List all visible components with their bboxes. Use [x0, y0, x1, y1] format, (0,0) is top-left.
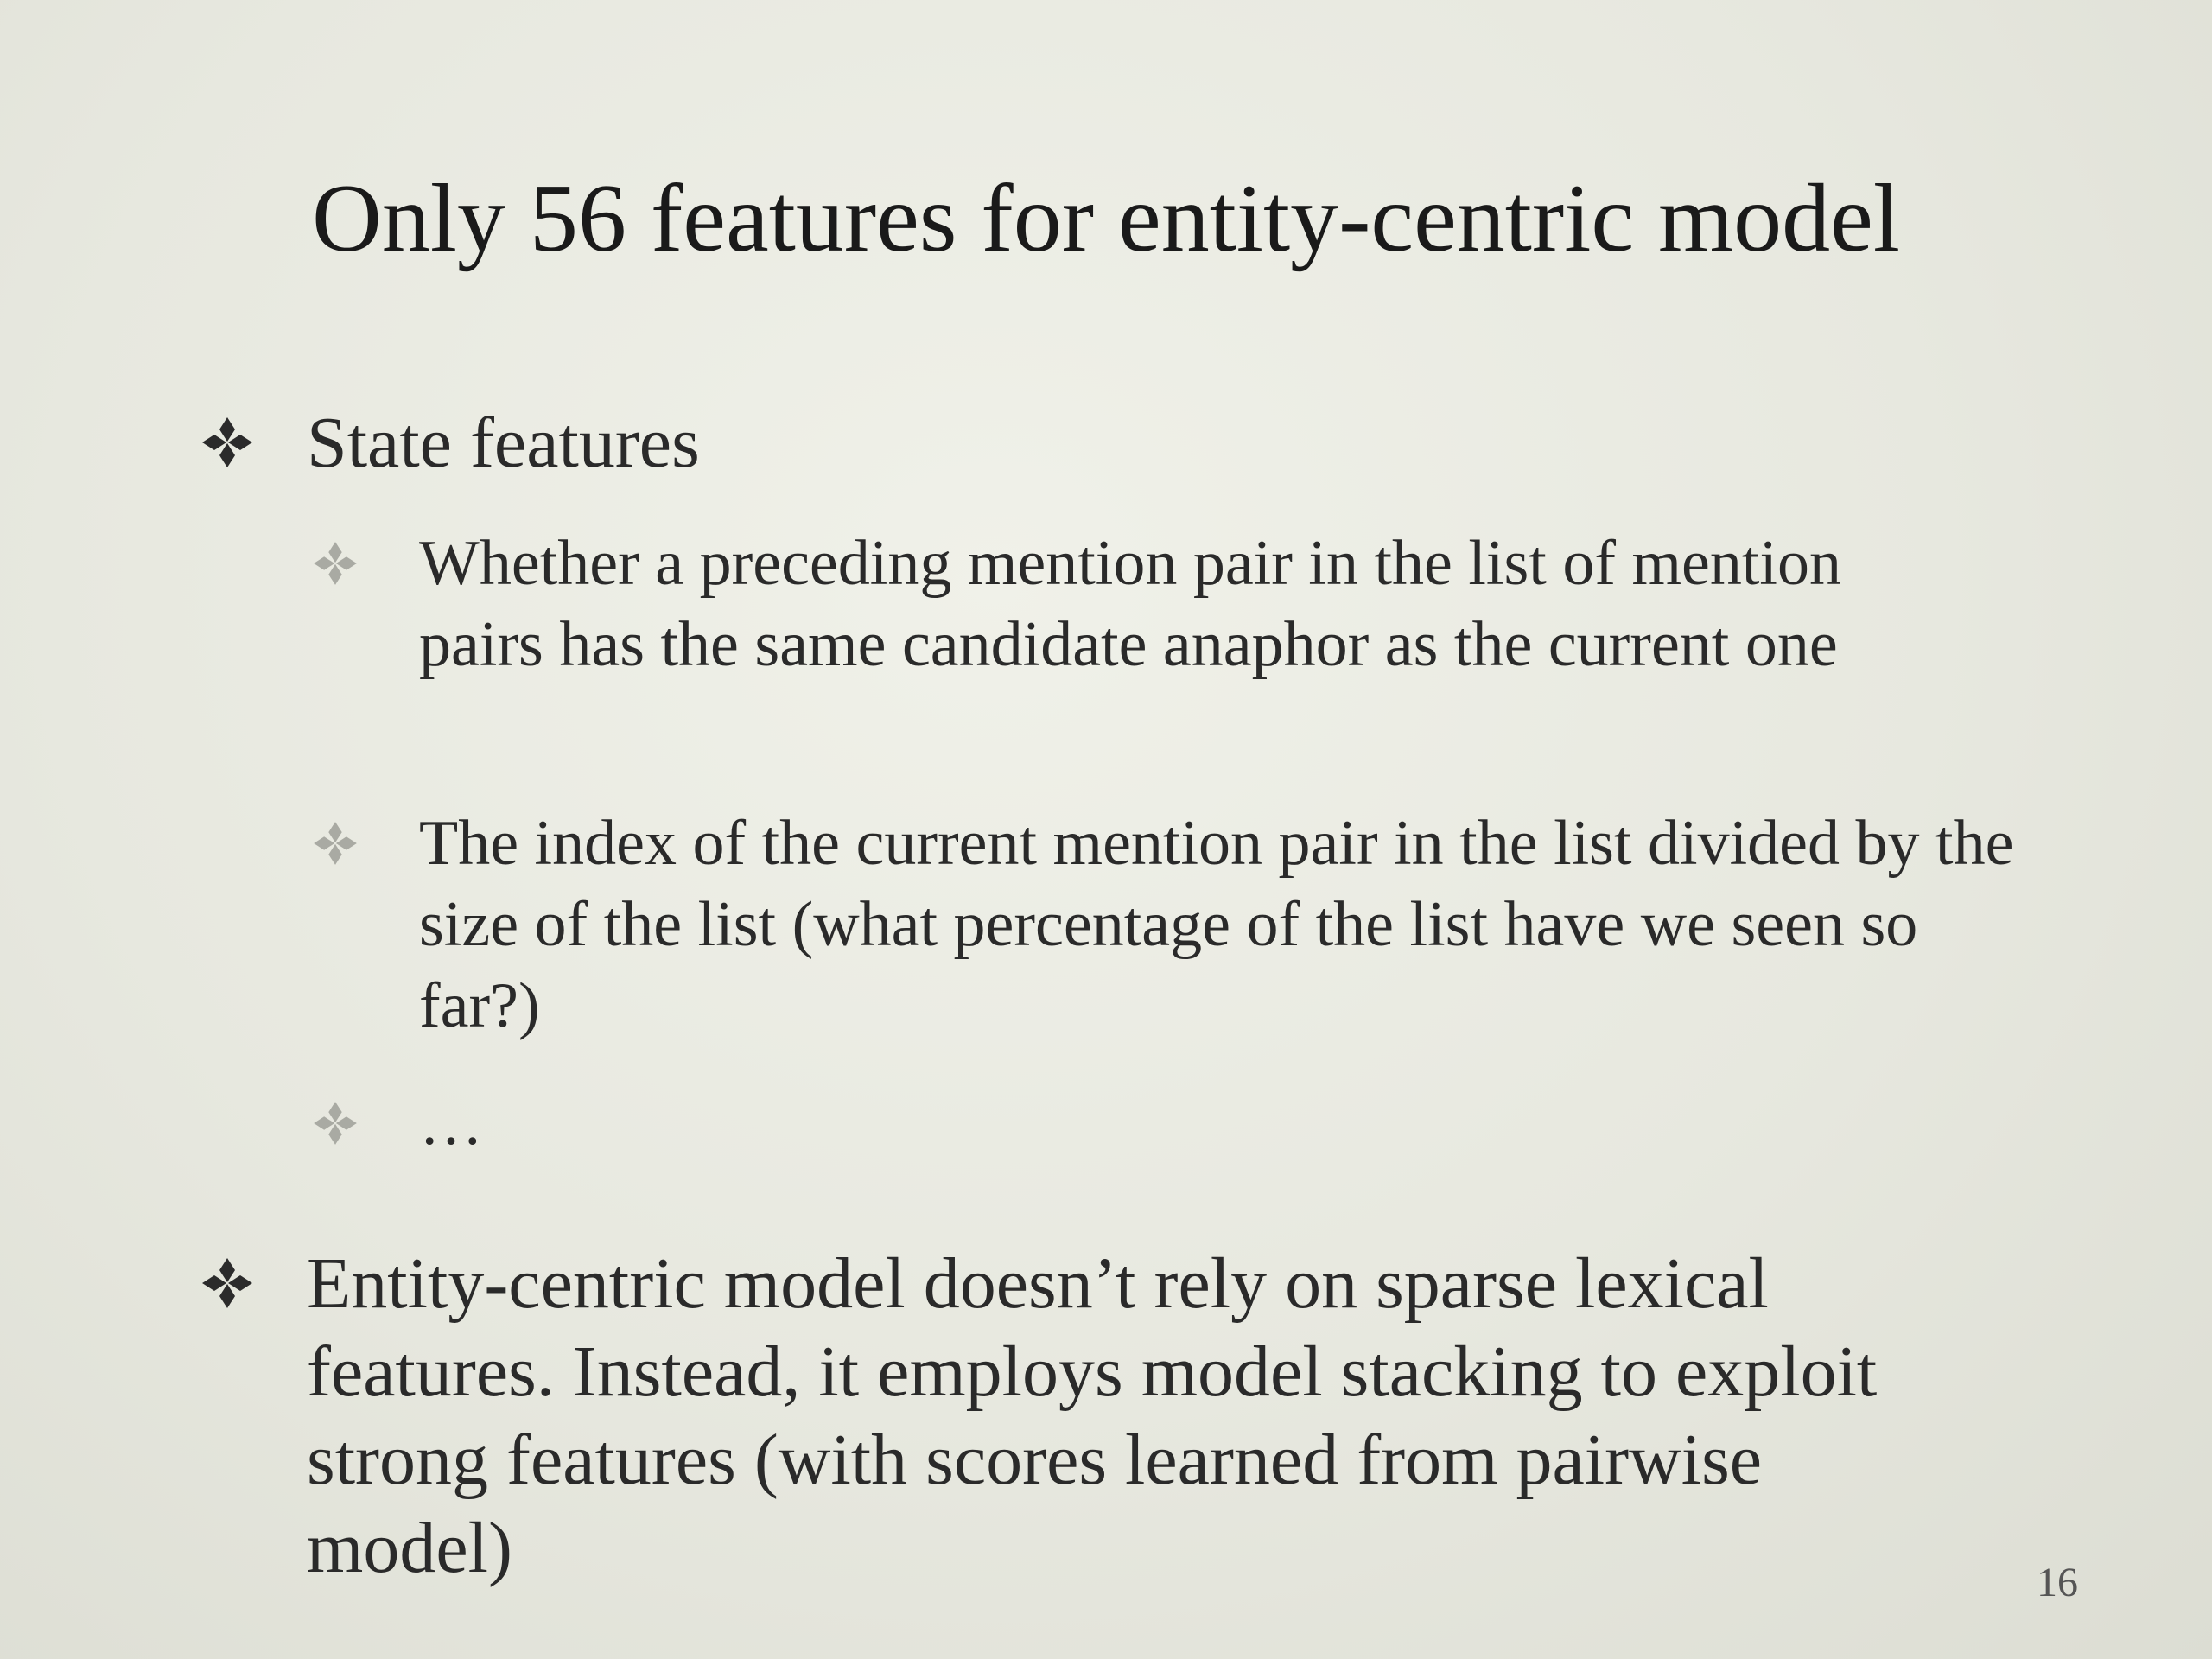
bullet-icon	[197, 412, 257, 473]
sub-bullet-index-current: The index of the current mention pair in the list divided by the size of the list (what percentage of the list have we seen so far?)	[419, 808, 2014, 1041]
bullet-icon	[197, 1253, 257, 1313]
sub-bullet-icon	[309, 817, 370, 878]
slide-title: Only 56 features for entity-centric model	[312, 165, 1900, 272]
sub-bullet-icon	[309, 537, 370, 598]
sub-bullet-preceding-mention: Whether a preceding mention pair in the list of mention pairs has the same candidate anaphor as the current one	[419, 528, 1841, 680]
bullet-state-features: State features	[307, 403, 700, 483]
sub-bullet-ellipsis: …	[419, 1088, 483, 1159]
bullet-entity-centric: Entity-centric model doesn’t rely on sparse lexical features. Instead, it employs model stacking to exploit strong features (with scores learned from pairwise model)	[307, 1243, 1878, 1588]
page-number: 16	[2037, 1560, 2078, 1605]
sub-bullet-icon	[309, 1097, 370, 1158]
